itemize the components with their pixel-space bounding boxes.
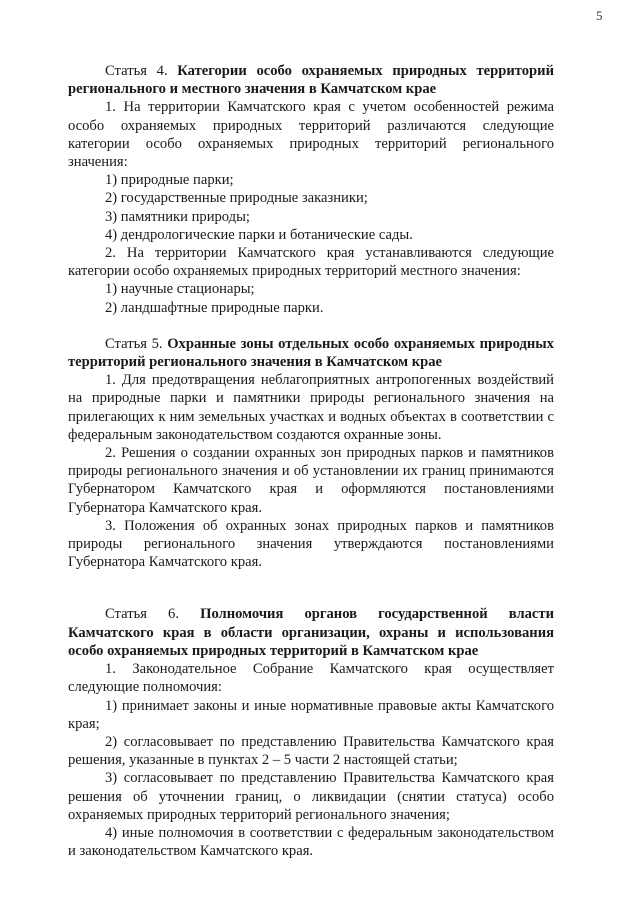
article-title: Охранные зоны отдельных особо охраняемых природных территорий регионального значения в Камчатском крае bbox=[68, 335, 554, 371]
article-4 bbox=[68, 62, 554, 317]
list-item: 2) государственные природные заказники; bbox=[105, 190, 368, 207]
paragraph: 3. Положения об охранных зонах природных парков и памятников природы регионального значения утверждаются постановлениями Губернатора Камчатского края. bbox=[68, 517, 554, 571]
paragraph: 4) иные полномочия в соответствии с федеральным законодательством и законодательством Камчатского края. bbox=[68, 824, 554, 860]
paragraph: 2. Решения о создании охранных зон природных парков и памятников природы регионального значения и об установлении их границ принимаются Губернатором Камчатского края и оформляются постановлениями Губернатора Камчатского края. bbox=[68, 445, 554, 516]
article-number: Статья 5. bbox=[105, 335, 163, 352]
document-body bbox=[68, 62, 554, 860]
article-heading bbox=[68, 605, 554, 660]
paragraph: 2) согласовывает по представлению Правительства Камчатского края решения, указанные в пунктах 2 – 5 части 2 настоящей статьи; bbox=[68, 733, 554, 769]
page-mark: 5 bbox=[596, 8, 603, 23]
article-heading bbox=[68, 335, 554, 371]
list-item: 4) дендрологические парки и ботанические сады. bbox=[105, 226, 413, 243]
article-title: Полномочия органов государственной власти Камчатского края в области организации, охраны и использования особо охраняемых природных территорий в Камчатском крае bbox=[68, 606, 554, 659]
list-item: 2) ландшафтные природные парки. bbox=[105, 299, 324, 316]
paragraph: 2. На территории Камчатского края устанавливаются следующие категории особо охраняемых природных территорий местного значения: bbox=[68, 245, 554, 280]
list-item: 3) памятники природы; bbox=[105, 208, 250, 225]
paragraph: 1. На территории Камчатского края с учетом особенностей режима особо охраняемых природных территорий различаются следующие категории особо охраняемых природных территорий регионального значения: bbox=[68, 99, 554, 171]
article-number: Статья 4. bbox=[105, 63, 168, 79]
article-title: Категории особо охраняемых природных территорий регионального и местного значения в Камчатском крае bbox=[68, 63, 554, 98]
paragraph: 1. Для предотвращения неблагоприятных антропогенных воздействий на природные парки и памятники природы регионального значения на прилегающих к ним земельных участках и водных объектах в соответствии с федеральным законодательством создаются охранные зоны. bbox=[68, 372, 554, 443]
article-6 bbox=[68, 605, 554, 860]
paragraph: 3) согласовывает по представлению Правительства Камчатского края решения об уточнении границ, о ликвидации (снятии статуса) особо охраняемых природных территорий регионального значения; bbox=[68, 770, 554, 823]
paragraph: 1. Законодательное Собрание Камчатского края осуществляет следующие полномочия: bbox=[68, 661, 554, 696]
paragraph: 1) принимает законы и иные нормативные правовые акты Камчатского края; bbox=[68, 697, 554, 732]
article-heading bbox=[68, 62, 554, 98]
list-item: 1) природные парки; bbox=[105, 172, 234, 189]
article-number: Статья 6. bbox=[105, 606, 179, 623]
list-item: 1) научные стационары; bbox=[105, 281, 255, 298]
article-5 bbox=[68, 335, 554, 572]
